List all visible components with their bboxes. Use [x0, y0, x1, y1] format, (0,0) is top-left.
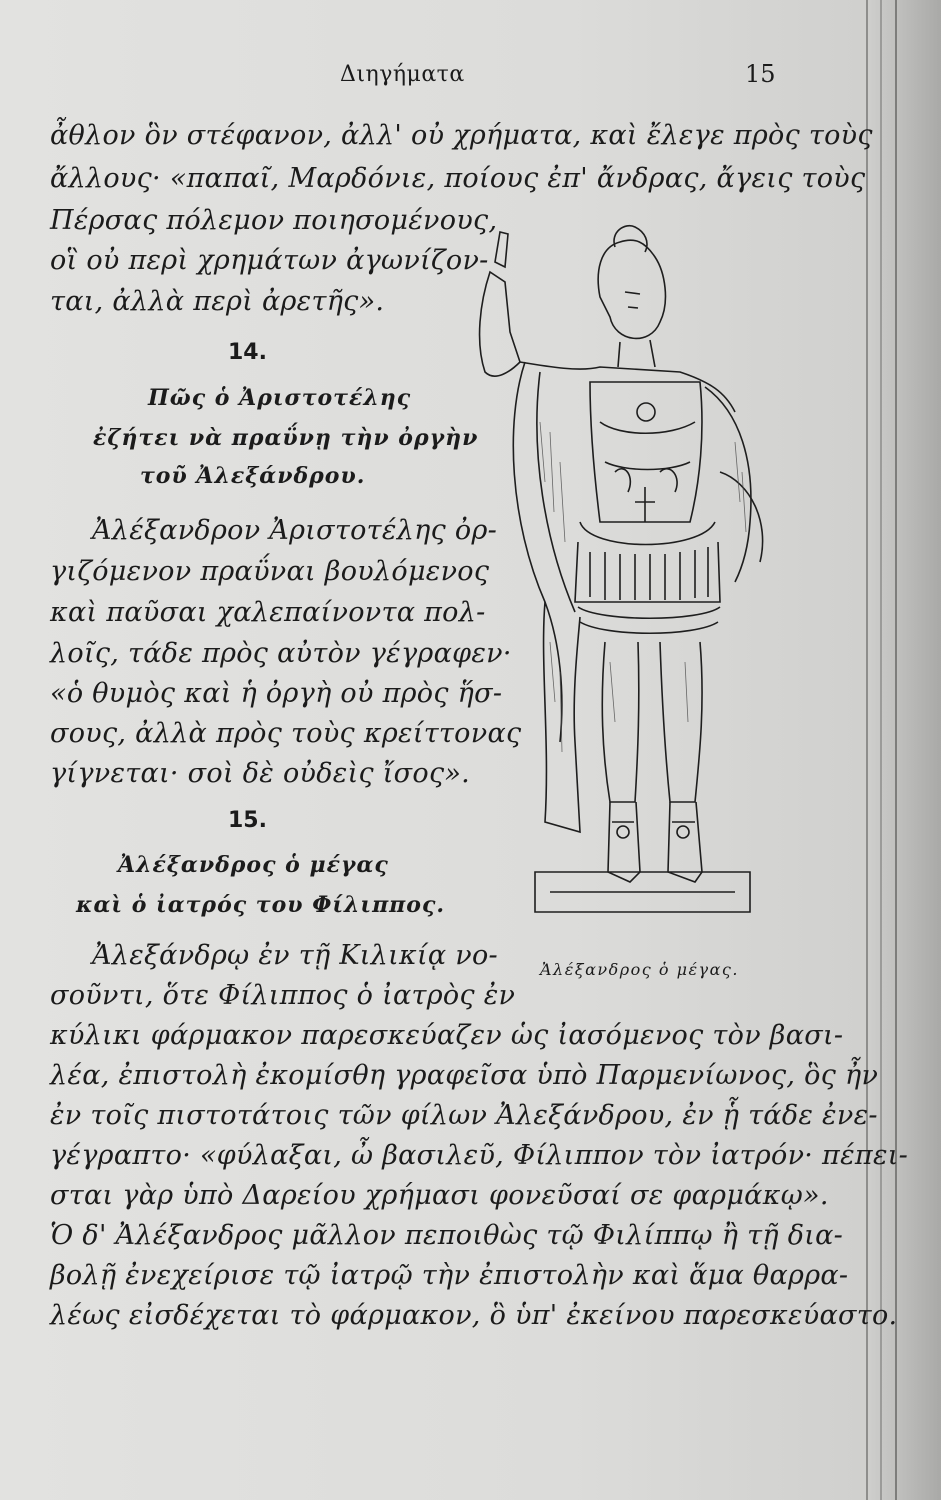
- text-line: ἄλλους· «παπαῖ, Μαρδόνιε, ποίους ἐπ' ἄνδρας, ἄγεις τοὺς: [50, 163, 866, 194]
- section-heading: τοῦ Ἀλεξάνδρου.: [140, 463, 366, 489]
- section-heading: Ἀλέξανδρος ὁ μέγας: [118, 852, 389, 878]
- text-line: κύλικι φάρμακον παρεσκεύαζεν ὡς ἰασόμενος τὸν βασι-: [50, 1020, 844, 1051]
- text-line: οἳ οὐ περὶ χρημάτων ἀγωνίζον-: [50, 245, 489, 276]
- text-line: σται γὰρ ὑπὸ Δαρείου χρήμασι φονεῦσαί σε φαρμάκῳ».: [50, 1180, 829, 1211]
- text-line: ἐν τοῖς πιστοτάτοις τῶν φίλων Ἀλεξάνδρου, ἐν ᾗ τάδε ἐνε-: [50, 1100, 878, 1131]
- running-head: Διηγήματα: [340, 62, 465, 87]
- text-line: Πέρσας πόλεμον ποιησομένους,: [50, 205, 498, 236]
- statue-illustration-icon: [450, 222, 780, 942]
- text-line: γίγνεται· σοὶ δὲ οὐδεὶς ἴσος».: [50, 758, 471, 789]
- text-line: καὶ παῦσαι χαλεπαίνοντα πολ-: [50, 597, 486, 628]
- text-line: ἆθλον ὃν στέφανον, ἀλλ' οὐ χρήματα, καὶ ἔλεγε πρὸς τοὺς: [50, 120, 873, 151]
- section-heading: καὶ ὁ ἰατρός του Φίλιππος.: [76, 892, 446, 918]
- page-edge-line: [866, 0, 868, 1500]
- page-number: 15: [745, 60, 776, 88]
- text-line: σοῦντι, ὅτε Φίλιππος ὁ ἰατρὸς ἐν: [50, 980, 516, 1011]
- text-line: λοῖς, τάδε πρὸς αὐτὸν γέγραφεν·: [50, 638, 512, 669]
- page-edge-line: [880, 0, 882, 1500]
- text-line: Ὁ δ' Ἀλέξανδρος μᾶλλον πεποιθὼς τῷ Φιλίππῳ ἢ τῇ δια-: [50, 1220, 844, 1251]
- text-line: γιζόμενον πραΰναι βουλόμενος: [50, 556, 490, 587]
- section-number: 15.: [228, 808, 267, 833]
- text-line: γέγραπτο· «φύλαξαι, ὦ βασιλεῦ, Φίλιππον τὸν ἰατρόν· πέπει-: [50, 1140, 909, 1171]
- text-line: Ἀλεξάνδρῳ ἐν τῇ Κιλικίᾳ νο-: [92, 940, 498, 971]
- figure-caption: Ἀλέξανδρος ὁ μέγας.: [540, 960, 739, 979]
- text-line: σους, ἀλλὰ πρὸς τοὺς κρείττονας: [50, 718, 522, 749]
- section-heading: Πῶς ὁ Ἀριστοτέλης: [148, 385, 412, 411]
- section-heading: ἐζήτει νὰ πραΰνῃ τὴν ὀργὴν: [93, 425, 479, 451]
- text-line: «ὁ θυμὸς καὶ ἡ ὀργὴ οὐ πρὸς ἥσ-: [50, 678, 503, 709]
- section-number: 14.: [228, 340, 267, 365]
- text-line: Ἀλέξανδρον Ἀριστοτέλης ὀρ-: [92, 515, 498, 546]
- text-line: βολῇ ἐνεχείρισε τῷ ἰατρῷ τὴν ἐπιστολὴν καὶ ἅμα θαρρα-: [50, 1260, 849, 1291]
- text-line: λέως εἰσδέχεται τὸ φάρμακον, ὃ ὑπ' ἐκείνου παρεσκεύαστο.: [50, 1300, 898, 1331]
- text-line: ται, ἀλλὰ περὶ ἀρετῆς».: [50, 286, 385, 317]
- text-line: λέα, ἐπιστολὴ ἐκομίσθη γραφεῖσα ὑπὸ Παρμενίωνος, ὃς ἦν: [50, 1060, 879, 1091]
- page-edge-line: [895, 0, 897, 1500]
